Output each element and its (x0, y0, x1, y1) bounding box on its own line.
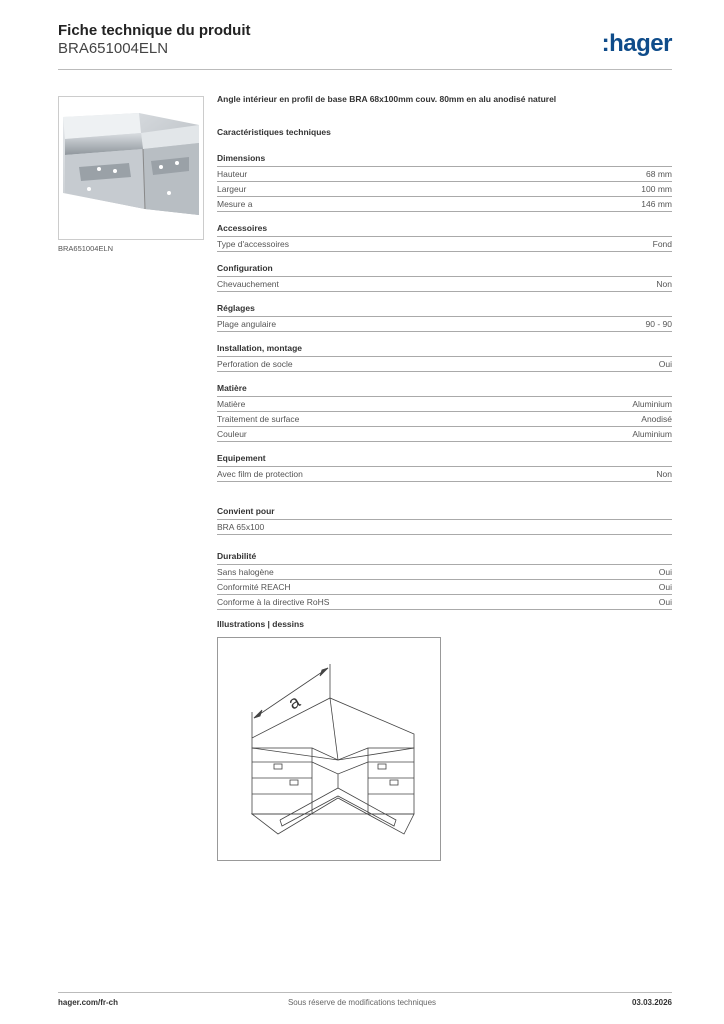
spec-row: Hauteur 68 mm (217, 167, 672, 182)
dimension-a-label: a (284, 691, 304, 714)
spec-row: Matière Aluminium (217, 397, 672, 412)
spec-row: Chevauchement Non (217, 277, 672, 292)
page-title: Fiche technique du produit (58, 22, 251, 39)
spec-row: Plage angulaire 90 - 90 (217, 317, 672, 332)
section-accessoires: Accessoires (217, 223, 672, 237)
footer-date: 03.03.2026 (631, 998, 672, 1007)
spec-row: Conformité REACH Oui (217, 580, 672, 595)
footer-note: Sous réserve de modifications techniques (287, 998, 437, 1007)
spec-row: Sans halogène Oui (217, 565, 672, 580)
specifications (217, 94, 672, 610)
section-durabilite: Durabilité (217, 551, 672, 565)
section-installation: Installation, montage (217, 343, 672, 357)
spec-row: Traitement de surface Anodisé (217, 412, 672, 427)
spec-row: Type d'accessoires Fond (217, 237, 672, 252)
spec-row: Conforme à la directive RoHS Oui (217, 595, 672, 610)
product-photo (58, 96, 204, 240)
spec-row: Perforation de socle Oui (217, 357, 672, 372)
spec-row: Largeur 100 mm (217, 182, 672, 197)
hager-logo: :hager (601, 30, 672, 57)
product-description: Angle intérieur en profil de base BRA 68x100mm couv. 80mm en alu anodisé naturel (217, 94, 557, 104)
photo-caption: BRA651004ELN (58, 244, 114, 253)
spec-row: Avec film de protection Non (217, 467, 672, 482)
illustrations-title: Illustrations | dessins (217, 619, 304, 629)
footer-divider (58, 992, 672, 993)
section-reglages: Réglages (217, 303, 672, 317)
section-configuration: Configuration (217, 263, 672, 277)
footer-website[interactable]: hager.com/fr-ch (58, 998, 119, 1007)
spec-row: BRA 65x100 (217, 520, 672, 535)
section-equipement: Equipement (217, 453, 672, 467)
section-matiere: Matière (217, 383, 672, 397)
section-convient: Convient pour (217, 506, 672, 520)
spec-row: Mesure a 146 mm (217, 197, 672, 212)
spec-row: Couleur Aluminium (217, 427, 672, 442)
technical-drawing (217, 637, 441, 861)
characteristics-title: Caractéristiques techniques (217, 127, 331, 137)
header-divider (58, 69, 672, 70)
product-reference: BRA651004ELN (58, 40, 169, 57)
section-dimensions: Dimensions (217, 153, 672, 167)
